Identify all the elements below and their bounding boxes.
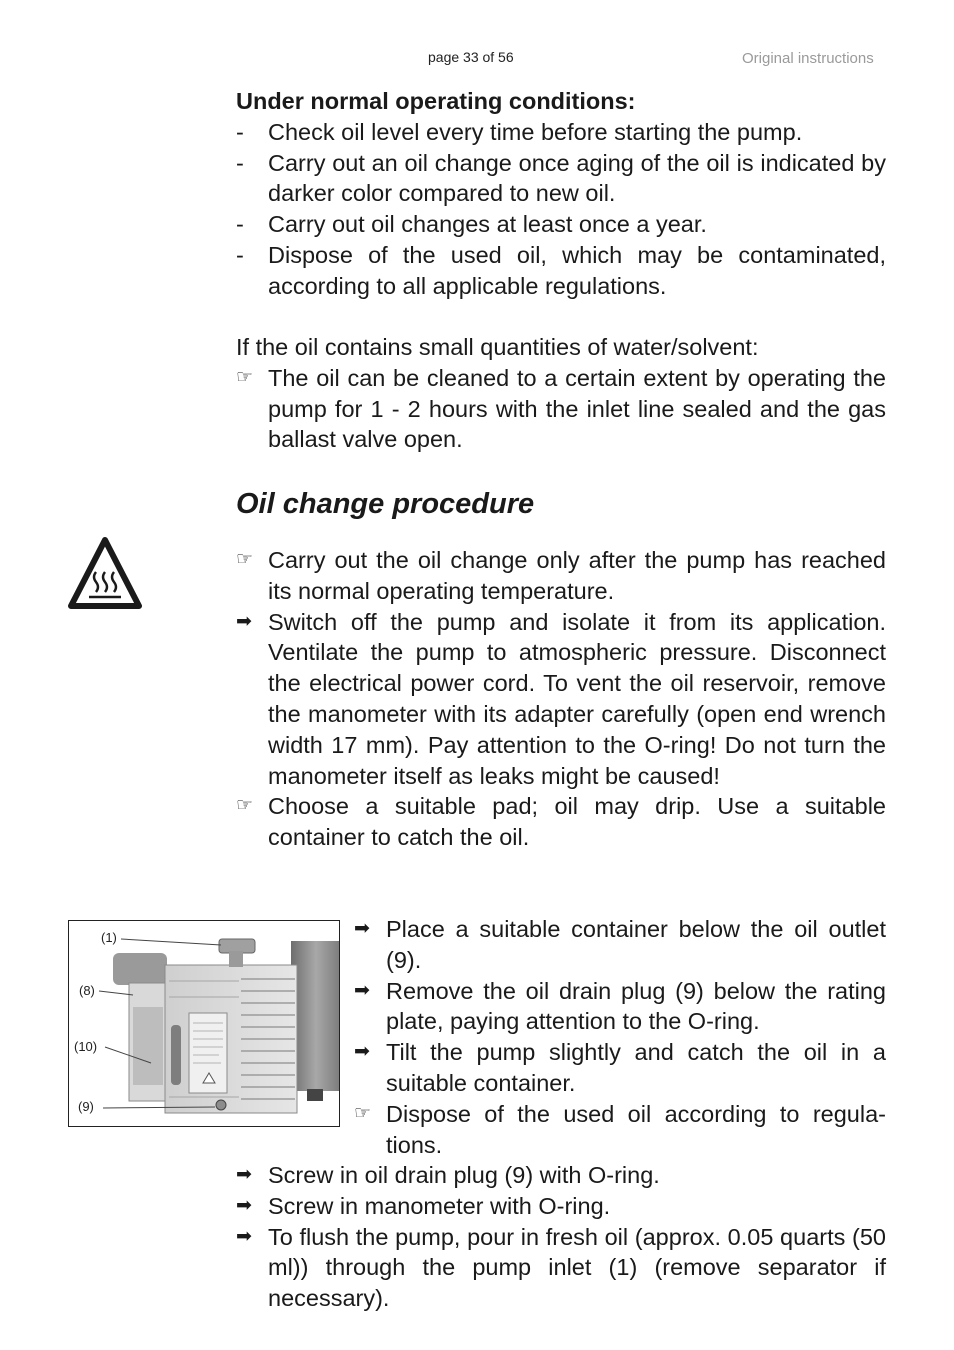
list-item [354,914,886,976]
hand-pointer-icon: ☞ [354,1102,372,1124]
list-item [354,976,886,1038]
list-item-text: Screw in manometer with O-ring. [268,1192,611,1219]
water-solvent-section [236,332,886,455]
arrow-right-icon: ➡ [236,1225,252,1247]
drain-steps [354,914,886,1160]
dash-marker: - [236,241,244,268]
list-item-text: Carry out the oil change only after the pump has reached its normal operating temperature. [268,547,886,604]
list-item [236,791,886,853]
list-item-text: Choose a suitable pad; oil may drip. Use a suitable container to catch the oil. [268,793,886,851]
list-item-text: Dispose of the used oil, which may be contaminated, according to all applicable regulations. [268,241,886,299]
hot-surface-warning-icon [67,536,143,612]
normal-conditions-section [236,86,886,302]
list-item [354,1037,886,1099]
list-item [236,607,886,792]
arrow-right-icon: ➡ [236,1164,252,1185]
dash-marker: - [236,149,244,176]
final-steps [236,1160,886,1314]
pump-illustration [69,921,340,1127]
pump-figure [68,920,340,1127]
list-item [236,1222,886,1314]
arrow-right-icon: ➡ [236,610,252,632]
arrow-right-icon: ➡ [354,918,370,939]
arrow-right-icon: ➡ [236,1194,252,1216]
procedure-section [236,545,886,853]
arrow-right-icon: ➡ [354,1041,370,1063]
list-item-text: Place a suitable container below the oil outlet (9). [386,916,886,973]
list-item-text: Remove the oil drain plug (9) below the rating plate, paying attention to the O-ring. [386,977,886,1035]
callout-inlet: (1) [101,930,117,945]
list-item [236,117,886,148]
water-solvent-intro: If the oil contains small quantities of water/solvent: [236,334,759,360]
list-item-text: Check oil level every time before starting the pump. [268,118,803,145]
list-item [236,148,886,210]
arrow-right-icon: ➡ [354,979,370,1001]
hand-pointer-icon: ☞ [236,795,254,817]
normal-conditions-heading: Under normal operating conditions: [236,88,636,114]
callout-oil-reservoir: (10) [74,1039,98,1054]
dash-marker: - [236,118,244,145]
callout-drain-plug: (9) [78,1099,94,1114]
callout-sight-glass: (8) [79,983,95,998]
list-item-text: Switch off the pump and isolate it from its application. Ventilate the pump to atmospheric pressure. Disconnect the electrical power cord. To vent the oil reservoir, remove the manometer with its adapter carefully (open end wrench width 17 mm). Pay attention to the O-ring! Do not turn the manometer itself as leaks might be caused! [268,608,886,789]
list-item [236,545,886,607]
list-item [236,209,886,240]
list-item-text: Carry out an oil change once aging of the oil is indicated by darker color compared to new oil. [268,149,886,207]
hand-pointer-icon: ☞ [236,366,254,388]
hand-pointer-icon: ☞ [236,549,254,570]
list-item-text: Carry out oil changes at least once a year. [268,211,707,238]
list-item [236,363,886,455]
page-number: page 33 of 56 [428,49,514,65]
list-item-text: The oil can be cleaned to a certain extent by operating the pump for 1 - 2 hours with the inlet line sealed and the gas ballast valve open. [268,364,886,453]
dash-marker: - [236,211,244,238]
list-item-text: Tilt the pump slightly and catch the oil in a suitable container. [386,1039,886,1096]
list-item-text: To flush the pump, pour in fresh oil (approx. 0.05 quarts (50 ml)) through the pump inlet (1) (remove separator if necessary). [268,1223,886,1312]
oil-change-heading: Oil change procedure [236,488,535,520]
list-item [236,1160,886,1191]
list-item-text: Dispose of the used oil according to regulations. [386,1100,886,1158]
list-item [236,1191,886,1222]
list-item-text: Screw in oil drain plug (9) with O-ring. [268,1162,660,1188]
document-label: Original instructions [742,50,874,67]
list-item [354,1099,886,1161]
list-item [236,240,886,302]
